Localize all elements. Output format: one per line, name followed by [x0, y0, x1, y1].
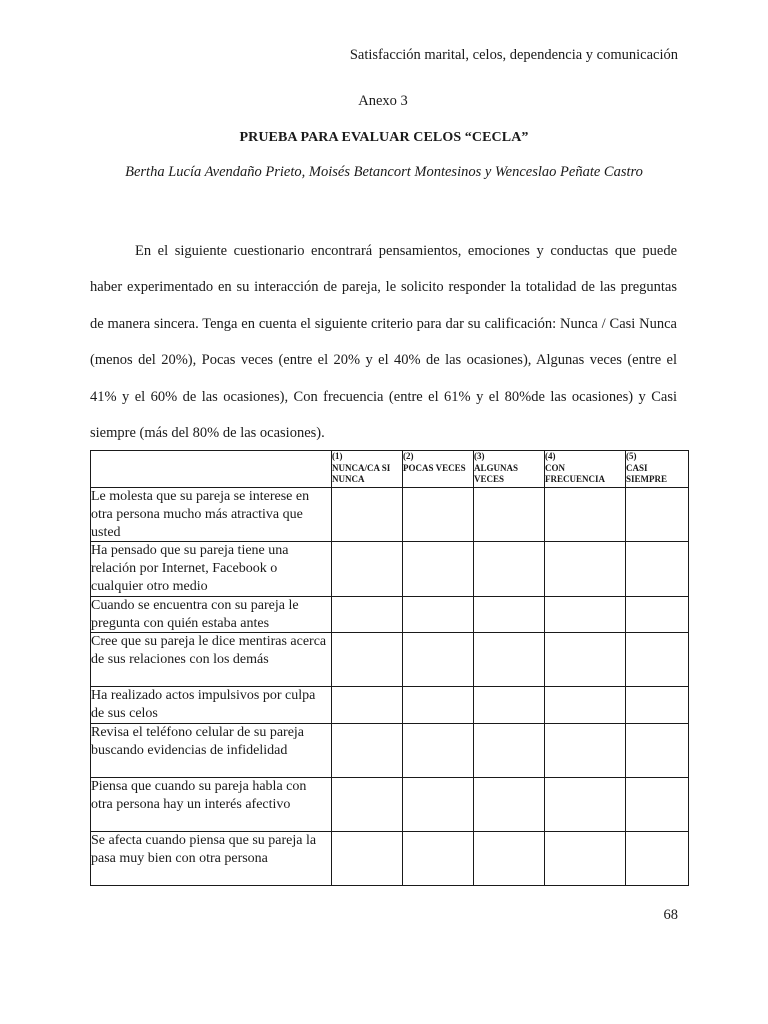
response-cell-4[interactable] — [545, 777, 626, 831]
table-header-row — [91, 451, 689, 488]
response-cell-3[interactable] — [474, 633, 545, 687]
response-cell-1[interactable] — [332, 687, 403, 724]
table-row — [91, 723, 689, 777]
item-text: Revisa el teléfono celular de su pareja buscando evidencias de infidelidad — [91, 723, 332, 777]
column-label-1: NUNCA/CA SI NUNCA — [332, 462, 391, 484]
response-cell-3[interactable] — [474, 723, 545, 777]
item-text: Le molesta que su pareja se interese en otra persona mucho más atractiva que usted — [91, 488, 332, 542]
item-text: Ha realizado actos impulsivos por culpa de sus celos — [91, 687, 332, 724]
item-text: Piensa que cuando su pareja habla con otra persona hay un interés afectivo — [91, 777, 332, 831]
annex-label — [0, 93, 768, 110]
page-number: 68 — [663, 907, 678, 923]
response-cell-3[interactable] — [474, 687, 545, 724]
column-label-5: CASI SIEMPRE — [626, 462, 668, 484]
column-label-4: CON FRECUENCIA — [545, 462, 606, 484]
column-number-3: (3) — [474, 451, 485, 461]
response-cell-5[interactable] — [626, 488, 689, 542]
item-text: Cuando se encuentra con su pareja le pregunta con quién estaba antes — [91, 596, 332, 633]
column-header-1 — [332, 451, 403, 488]
column-number-4: (4) — [545, 451, 556, 461]
response-cell-3[interactable] — [474, 488, 545, 542]
response-cell-1[interactable] — [332, 633, 403, 687]
annex-label-text: Anexo 3 — [358, 93, 408, 109]
response-cell-5[interactable] — [626, 723, 689, 777]
item-text: Se afecta cuando piensa que su pareja la pasa muy bien con otra persona — [91, 831, 332, 885]
response-cell-5[interactable] — [626, 596, 689, 633]
response-cell-3[interactable] — [474, 596, 545, 633]
response-cell-2[interactable] — [403, 542, 474, 596]
response-cell-5[interactable] — [626, 687, 689, 724]
response-cell-4[interactable] — [545, 542, 626, 596]
item-text: Ha pensado que su pareja tiene una relación por Internet, Facebook o cualquier otro medio — [91, 542, 332, 596]
table-row — [91, 542, 689, 596]
response-cell-4[interactable] — [545, 488, 626, 542]
response-cell-2[interactable] — [403, 488, 474, 542]
column-header-2 — [403, 451, 474, 488]
response-cell-1[interactable] — [332, 831, 403, 885]
response-cell-5[interactable] — [626, 777, 689, 831]
response-cell-5[interactable] — [626, 542, 689, 596]
response-cell-2[interactable] — [403, 777, 474, 831]
response-cell-4[interactable] — [545, 687, 626, 724]
document-title: PRUEBA PARA EVALUAR CELOS “CECLA” — [239, 130, 529, 145]
response-cell-4[interactable] — [545, 596, 626, 633]
response-cell-3[interactable] — [474, 542, 545, 596]
response-cell-4[interactable] — [545, 633, 626, 687]
table-row — [91, 687, 689, 724]
column-header-5 — [626, 451, 689, 488]
table-row — [91, 596, 689, 633]
response-cell-1[interactable] — [332, 777, 403, 831]
column-number-1: (1) — [332, 451, 343, 461]
table-row — [91, 488, 689, 542]
response-cell-3[interactable] — [474, 831, 545, 885]
jealousy-scale-table — [90, 450, 689, 886]
item-column-header — [91, 451, 332, 488]
response-cell-4[interactable] — [545, 723, 626, 777]
intro-paragraph: En el siguiente cuestionario encontrará pensamientos, emociones y conductas que puede haber experimentado en su interacción de pareja, le solicito responder la totalidad de las preguntas de manera sincera. Tenga en cuenta el siguiente criterio para dar su calificación: Nunca / Casi Nunca (menos del 20%), Pocas veces (entre el 20% y el 40% de las ocasiones), Algunas veces (entre el 41% y el 60% de las ocasiones), Con frecuencia (entre el 61% y el 80%de las ocasiones) y Casi siempre (más del 80% de las ocasiones). — [90, 243, 677, 442]
response-cell-1[interactable] — [332, 488, 403, 542]
table-row — [91, 777, 689, 831]
response-cell-2[interactable] — [403, 723, 474, 777]
column-header-3 — [474, 451, 545, 488]
authors-line: Bertha Lucía Avendaño Prieto, Moisés Betancort Montesinos y Wenceslao Peñate Castro — [125, 164, 643, 180]
response-cell-1[interactable] — [332, 542, 403, 596]
item-text: Cree que su pareja le dice mentiras acerca de sus relaciones con los demás — [91, 633, 332, 687]
response-cell-2[interactable] — [403, 831, 474, 885]
response-cell-1[interactable] — [332, 723, 403, 777]
column-label-3: ALGUNAS VECES — [474, 462, 519, 484]
column-header-4 — [545, 451, 626, 488]
table-row — [91, 633, 689, 687]
response-cell-4[interactable] — [545, 831, 626, 885]
column-number-5: (5) — [626, 451, 637, 461]
response-cell-2[interactable] — [403, 633, 474, 687]
column-number-2: (2) — [403, 451, 414, 461]
table-row — [91, 831, 689, 885]
response-cell-3[interactable] — [474, 777, 545, 831]
column-label-2: POCAS VECES — [403, 462, 466, 473]
running-header: Satisfacción marital, celos, dependencia y comunicación — [349, 47, 678, 63]
response-cell-5[interactable] — [626, 633, 689, 687]
response-cell-5[interactable] — [626, 831, 689, 885]
response-cell-2[interactable] — [403, 687, 474, 724]
response-cell-2[interactable] — [403, 596, 474, 633]
response-cell-1[interactable] — [332, 596, 403, 633]
